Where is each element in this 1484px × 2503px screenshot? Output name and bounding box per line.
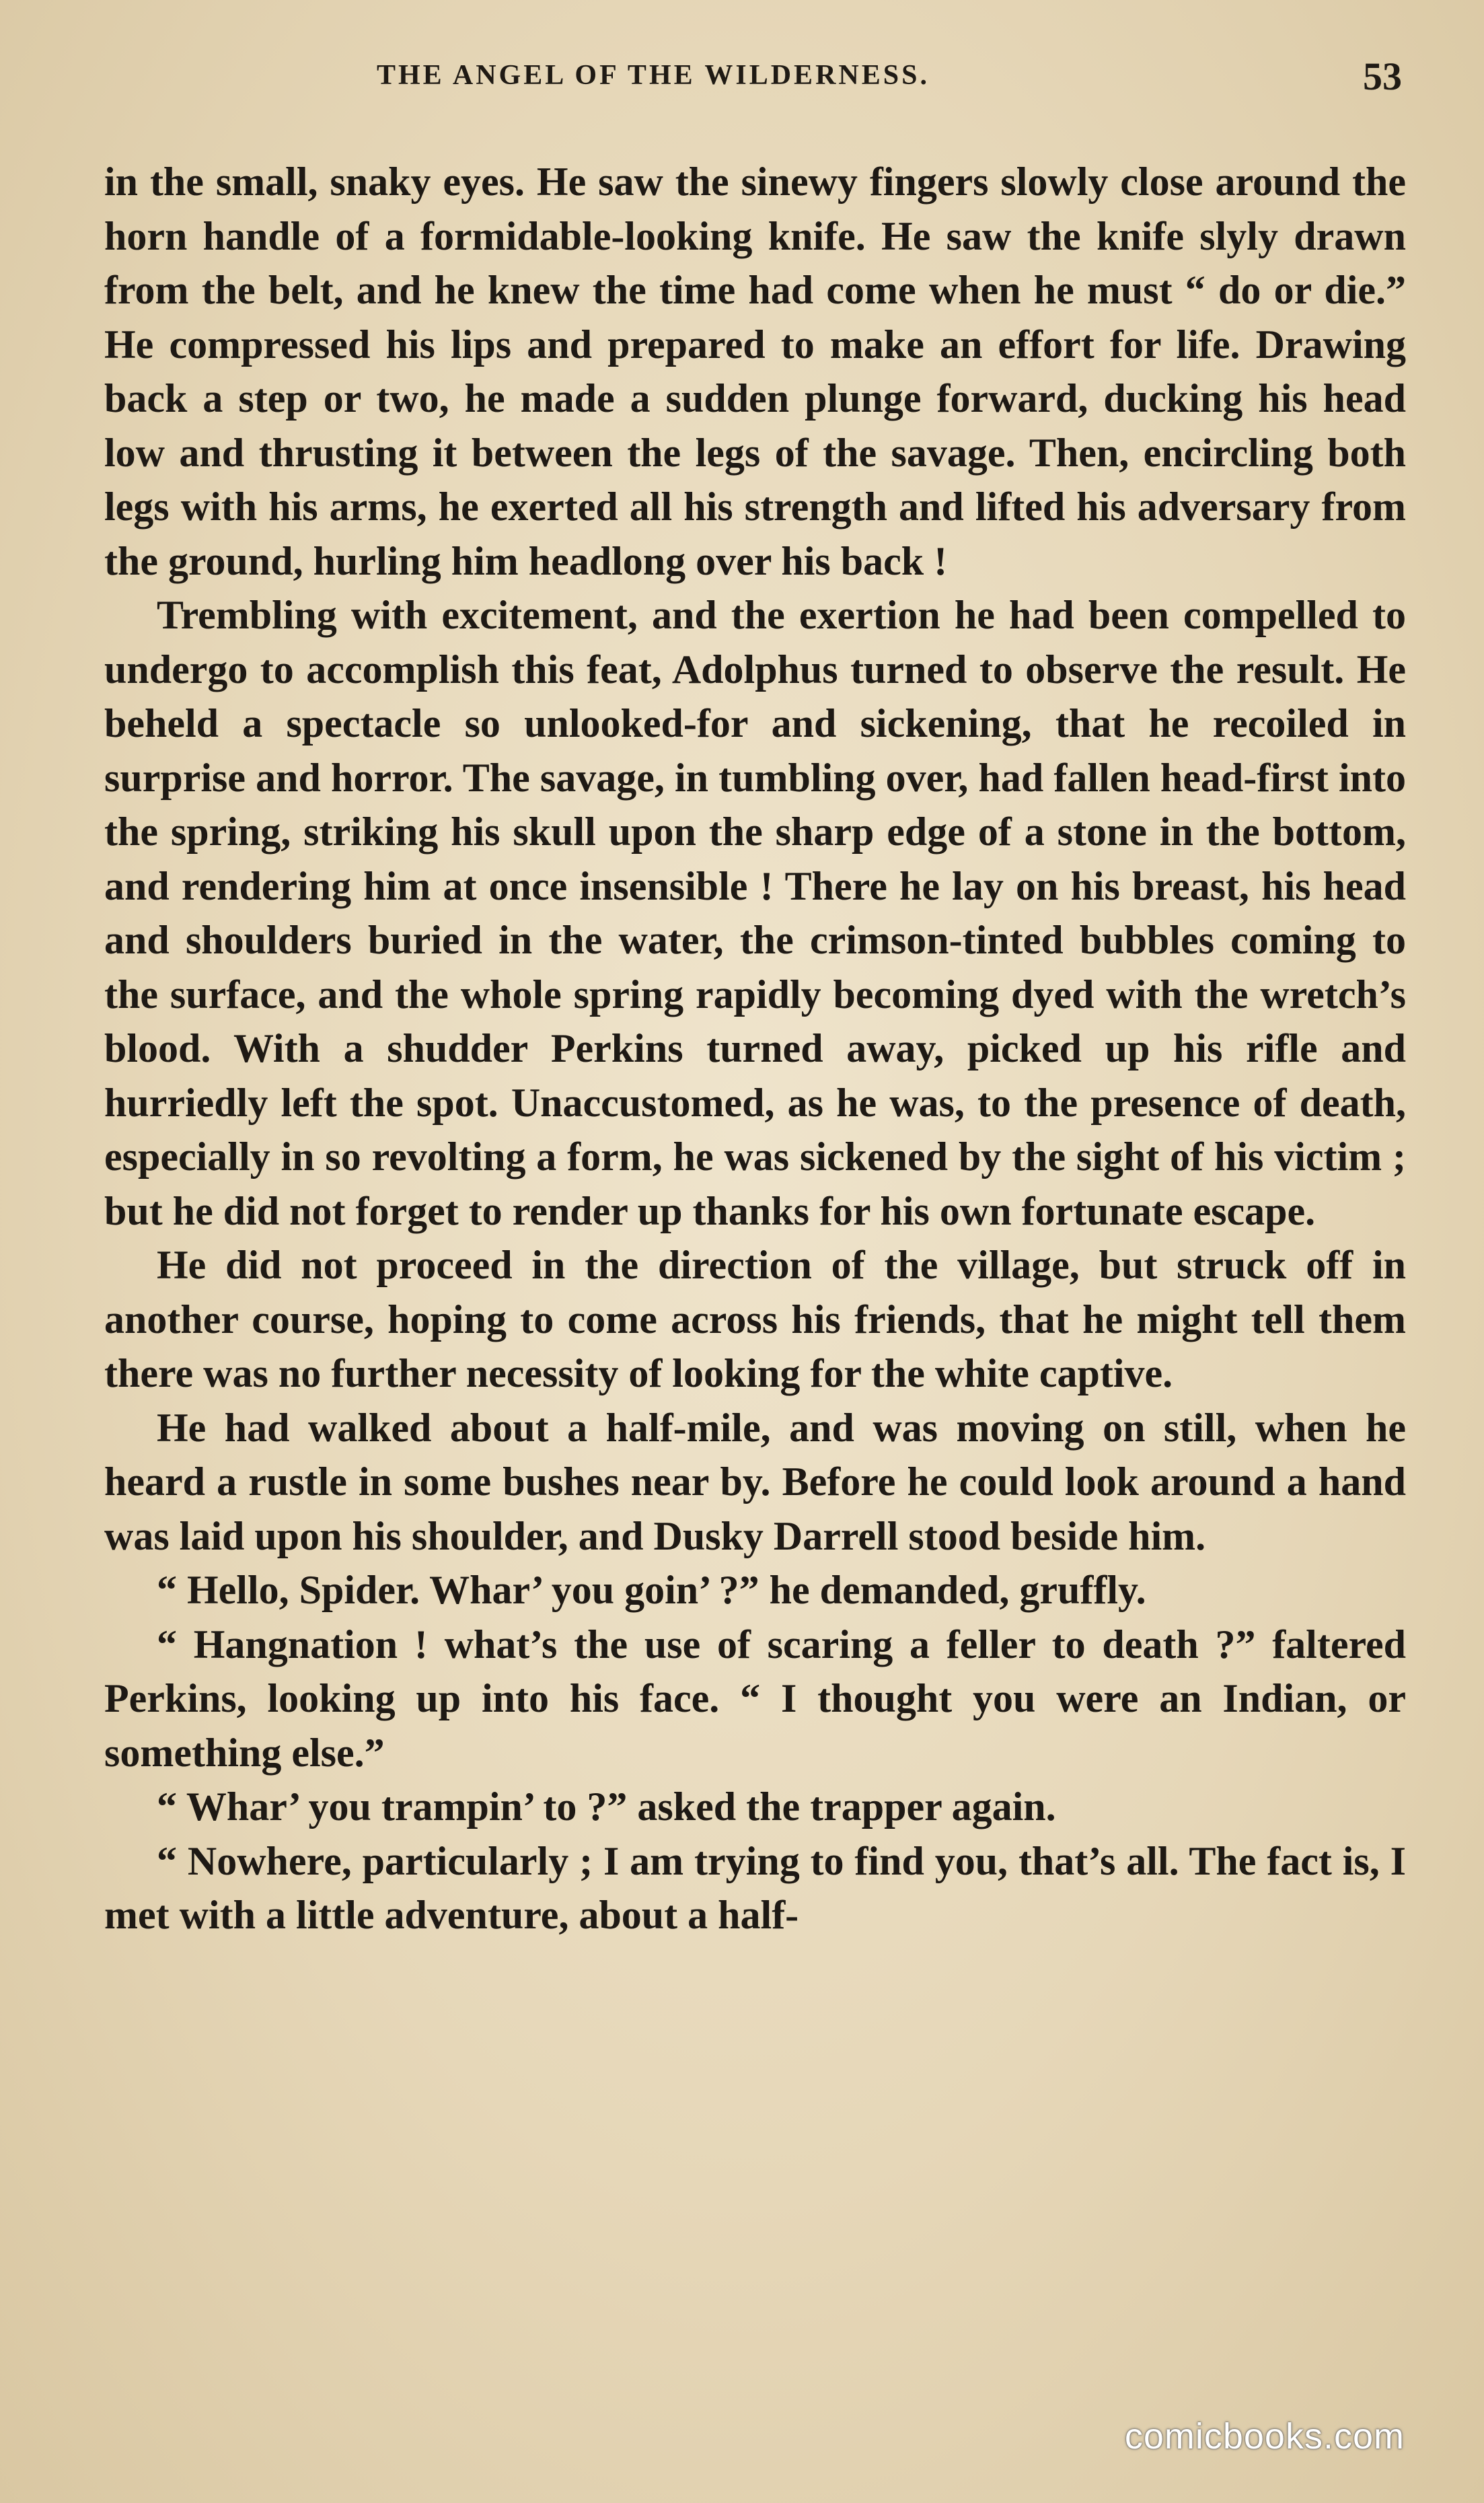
paragraph: “ Hello, Spider. Whar’ you goin’ ?” he demanded, gruffly. [157,1568,1146,1612]
paragraph: He did not proceed in the direction of the village, but struck off in another course, hoping to come across his friends, that he might tell them there was no further necessity of looking for the white captive. [104,1243,1406,1395]
page-number: 53 [1363,55,1402,98]
paragraph: Trembling with excitement, and the exertion he had been compelled to undergo to accomplish this feat, Adolphus turned to observe the result. He beheld a spectacle so unlooked-for and sickening, that he recoiled in surprise and horror. The savage, in tumbling over, had fallen head-first into the spring, striking his skull upon the sharp edge of a stone in the bottom, and rendering him at once insensible ! There he lay on his breast, his head and shoulders buried in the water, the crimson-tinted bubbles coming to the surface, and the whole spring rapidly becoming dyed with the wretch’s blood. With a shudder Perkins turned away, picked up his rifle and hurriedly left the spot. Unaccustomed, as he was, to the presence of death, especially in so revolting a form, he was sickened by the sight of his victim ; but he did not forget to render up thanks for his own fortunate escape. [104,593,1406,1233]
paragraph: in the small, snaky eyes. He saw the sinewy fingers slowly close around the horn handle of a formidable-looking knife. He saw the knife slyly drawn from the belt, and he knew the time had come when he must “ do or die.” He compressed his lips and prepared to make an effort for life. Drawing back a step or two, he made a sudden plunge forward, ducking his head low and thrusting it between the legs of the savage. Then, encircling both legs with his arms, he exerted all his strength and lifted his adversary from the ground, hurling him headlong over his back ! [104,159,1406,583]
paragraph: “ Hangnation ! what’s the use of scaring a feller to death ?” faltered Perkins, looking up into his face. “ I thought you were an Indian, or something else.” [104,1622,1406,1775]
watermark: comicbooks.com [1124,2416,1405,2457]
paragraph: “ Whar’ you trampin’ to ?” asked the trapper again. [157,1784,1056,1829]
body-text [104,155,1406,1943]
paragraph: “ Nowhere, particularly ; I am trying to find you, that’s all. The fact is, I met with a little adventure, about a half- [104,1838,1406,1937]
running-title: THE ANGEL OF THE WILDERNESS. [377,60,930,91]
paragraph: He had walked about a half-mile, and was moving on still, when he heard a rustle in some bushes near by. Before he could look around a hand was laid upon his shoulder, and Dusky Darrell stood beside him. [104,1405,1406,1558]
